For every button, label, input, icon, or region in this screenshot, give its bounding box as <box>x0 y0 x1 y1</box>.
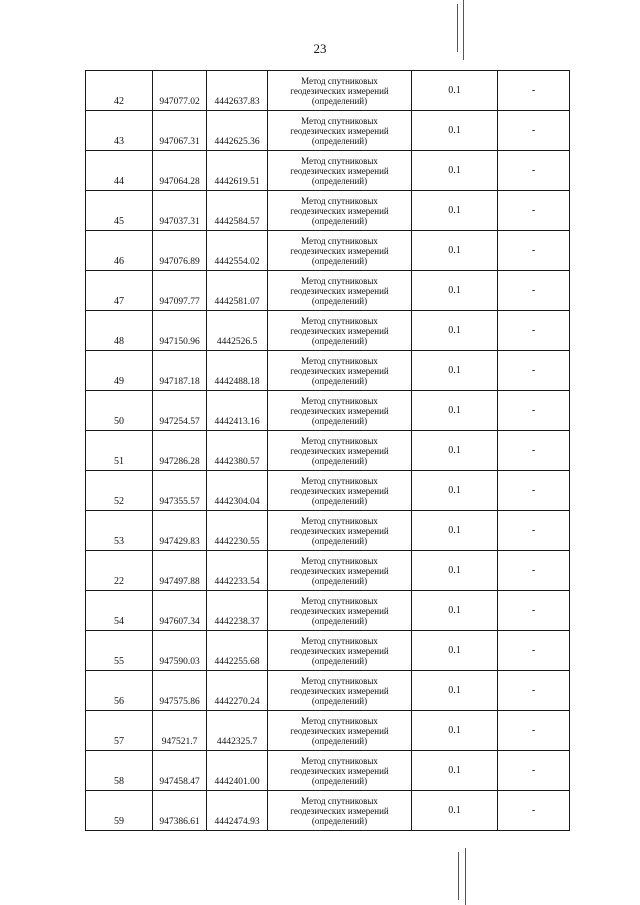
coord-x: 947150.96 <box>153 311 207 351</box>
table-row <box>86 711 570 751</box>
method-line: Метод спутниковых <box>301 275 378 286</box>
coord-x: 947497.88 <box>153 551 207 591</box>
method-cell <box>268 711 412 751</box>
method-cell <box>268 351 412 391</box>
method-line: (определений) <box>311 575 368 586</box>
method-line: (определений) <box>311 775 368 786</box>
method-line: геодезических измерений <box>290 445 389 456</box>
point-number: 42 <box>86 71 153 111</box>
coord-y: 4442255.68 <box>207 631 268 671</box>
extra-value: - <box>498 751 570 791</box>
method-cell <box>268 391 412 431</box>
coord-x: 947067.31 <box>153 111 207 151</box>
coordinates-table <box>85 70 570 831</box>
method-cell <box>268 671 412 711</box>
method-line: геодезических измерений <box>290 165 389 176</box>
accuracy-value: 0.1 <box>412 391 498 431</box>
coord-y: 4442238.37 <box>207 591 268 631</box>
method-line: Метод спутниковых <box>301 195 378 206</box>
coord-y: 4442637.83 <box>207 71 268 111</box>
method-line: Метод спутниковых <box>301 435 378 446</box>
coord-y: 4442401.00 <box>207 751 268 791</box>
point-number: 54 <box>86 591 153 631</box>
point-number: 45 <box>86 191 153 231</box>
table-row <box>86 71 570 111</box>
accuracy-value: 0.1 <box>412 631 498 671</box>
point-number: 43 <box>86 111 153 151</box>
method-line: (определений) <box>311 815 368 826</box>
scan-mark-bottom <box>458 852 459 900</box>
coord-y: 4442380.57 <box>207 431 268 471</box>
coord-y: 4442581.07 <box>207 271 268 311</box>
extra-value: - <box>498 351 570 391</box>
coord-x: 947286.28 <box>153 431 207 471</box>
accuracy-value: 0.1 <box>412 151 498 191</box>
coord-y: 4442625.36 <box>207 111 268 151</box>
table-row <box>86 351 570 391</box>
coord-y: 4442233.54 <box>207 551 268 591</box>
extra-value: - <box>498 711 570 751</box>
point-number: 46 <box>86 231 153 271</box>
extra-value: - <box>498 471 570 511</box>
method-line: Метод спутниковых <box>301 515 378 526</box>
method-cell <box>268 191 412 231</box>
accuracy-value: 0.1 <box>412 191 498 231</box>
coord-x: 947590.03 <box>153 631 207 671</box>
point-number: 57 <box>86 711 153 751</box>
point-number: 47 <box>86 271 153 311</box>
coord-x: 947076.89 <box>153 231 207 271</box>
method-cell <box>268 231 412 271</box>
coord-x: 947064.28 <box>153 151 207 191</box>
method-cell <box>268 311 412 351</box>
method-line: (определений) <box>311 695 368 706</box>
method-line: (определений) <box>311 655 368 666</box>
coord-x: 947429.83 <box>153 511 207 551</box>
coord-y: 4442619.51 <box>207 151 268 191</box>
coord-x: 947037.31 <box>153 191 207 231</box>
method-line: геодезических измерений <box>290 725 389 736</box>
accuracy-value: 0.1 <box>412 271 498 311</box>
method-cell <box>268 431 412 471</box>
method-line: Метод спутниковых <box>301 155 378 166</box>
point-number: 48 <box>86 311 153 351</box>
coord-x: 947187.18 <box>153 351 207 391</box>
method-line: (определений) <box>311 735 368 746</box>
accuracy-value: 0.1 <box>412 111 498 151</box>
method-line: (определений) <box>311 95 368 106</box>
point-number: 50 <box>86 391 153 431</box>
coord-y: 4442554.02 <box>207 231 268 271</box>
method-line: Метод спутниковых <box>301 315 378 326</box>
method-line: Метод спутниковых <box>301 595 378 606</box>
method-cell <box>268 271 412 311</box>
method-cell <box>268 511 412 551</box>
scan-mark-top <box>457 4 458 52</box>
method-line: (определений) <box>311 135 368 146</box>
coord-y: 4442584.57 <box>207 191 268 231</box>
accuracy-value: 0.1 <box>412 791 498 831</box>
point-number: 55 <box>86 631 153 671</box>
coord-x: 947575.86 <box>153 671 207 711</box>
method-line: геодезических измерений <box>290 805 389 816</box>
table-row <box>86 151 570 191</box>
method-cell <box>268 471 412 511</box>
method-cell <box>268 631 412 671</box>
method-line: Метод спутниковых <box>301 555 378 566</box>
extra-value: - <box>498 591 570 631</box>
table-row <box>86 511 570 551</box>
method-line: Метод спутниковых <box>301 235 378 246</box>
accuracy-value: 0.1 <box>412 511 498 551</box>
point-number: 56 <box>86 671 153 711</box>
extra-value: - <box>498 631 570 671</box>
method-cell <box>268 551 412 591</box>
method-line: Метод спутниковых <box>301 635 378 646</box>
point-number: 52 <box>86 471 153 511</box>
extra-value: - <box>498 391 570 431</box>
accuracy-value: 0.1 <box>412 71 498 111</box>
method-line: Метод спутниковых <box>301 115 378 126</box>
table-row <box>86 551 570 591</box>
extra-value: - <box>498 431 570 471</box>
method-line: (определений) <box>311 295 368 306</box>
extra-value: - <box>498 191 570 231</box>
method-line: Метод спутниковых <box>301 795 378 806</box>
accuracy-value: 0.1 <box>412 751 498 791</box>
method-line: геодезических измерений <box>290 365 389 376</box>
coord-y: 4442304.04 <box>207 471 268 511</box>
table-row <box>86 671 570 711</box>
method-line: Метод спутниковых <box>301 355 378 366</box>
method-line: (определений) <box>311 615 368 626</box>
method-line: Метод спутниковых <box>301 715 378 726</box>
coord-x: 947458.47 <box>153 751 207 791</box>
method-line: геодезических измерений <box>290 205 389 216</box>
coord-x: 947077.02 <box>153 71 207 111</box>
method-line: геодезических измерений <box>290 245 389 256</box>
table-row <box>86 791 570 831</box>
point-number: 59 <box>86 791 153 831</box>
coord-x: 947355.57 <box>153 471 207 511</box>
method-line: Метод спутниковых <box>301 755 378 766</box>
method-line: Метод спутниковых <box>301 395 378 406</box>
method-cell <box>268 111 412 151</box>
coord-y: 4442488.18 <box>207 351 268 391</box>
method-line: (определений) <box>311 175 368 186</box>
coord-x: 947254.57 <box>153 391 207 431</box>
extra-value: - <box>498 231 570 271</box>
scan-mark-top-2 <box>463 0 464 60</box>
accuracy-value: 0.1 <box>412 351 498 391</box>
method-line: геодезических измерений <box>290 525 389 536</box>
coord-x: 947521.7 <box>153 711 207 751</box>
method-line: (определений) <box>311 455 368 466</box>
method-line: геодезических измерений <box>290 605 389 616</box>
extra-value: - <box>498 271 570 311</box>
table-row <box>86 431 570 471</box>
table-row <box>86 391 570 431</box>
method-line: геодезических измерений <box>290 285 389 296</box>
method-line: геодезических измерений <box>290 125 389 136</box>
method-line: (определений) <box>311 415 368 426</box>
method-line: геодезических измерений <box>290 565 389 576</box>
table-row <box>86 591 570 631</box>
method-cell <box>268 791 412 831</box>
coord-y: 4442413.16 <box>207 391 268 431</box>
extra-value: - <box>498 71 570 111</box>
accuracy-value: 0.1 <box>412 591 498 631</box>
method-cell <box>268 71 412 111</box>
method-line: (определений) <box>311 255 368 266</box>
method-line: геодезических измерений <box>290 405 389 416</box>
table-row <box>86 271 570 311</box>
table-row <box>86 111 570 151</box>
accuracy-value: 0.1 <box>412 231 498 271</box>
table-row <box>86 631 570 671</box>
coord-y: 4442230.55 <box>207 511 268 551</box>
method-line: (определений) <box>311 215 368 226</box>
page-number: 23 <box>313 41 327 56</box>
scan-mark-bottom-2 <box>465 848 466 905</box>
method-line: (определений) <box>311 375 368 386</box>
table-row <box>86 751 570 791</box>
method-line: геодезических измерений <box>290 645 389 656</box>
accuracy-value: 0.1 <box>412 671 498 711</box>
table-row <box>86 471 570 511</box>
method-line: Метод спутниковых <box>301 75 378 86</box>
method-line: геодезических измерений <box>290 85 389 96</box>
extra-value: - <box>498 311 570 351</box>
accuracy-value: 0.1 <box>412 551 498 591</box>
extra-value: - <box>498 791 570 831</box>
method-cell <box>268 591 412 631</box>
accuracy-value: 0.1 <box>412 431 498 471</box>
coord-x: 947607.34 <box>153 591 207 631</box>
point-number: 49 <box>86 351 153 391</box>
method-line: (определений) <box>311 495 368 506</box>
accuracy-value: 0.1 <box>412 471 498 511</box>
method-line: геодезических измерений <box>290 765 389 776</box>
table-row <box>86 311 570 351</box>
method-line: геодезических измерений <box>290 485 389 496</box>
method-line: геодезических измерений <box>290 685 389 696</box>
coord-y: 4442526.5 <box>207 311 268 351</box>
extra-value: - <box>498 511 570 551</box>
table-row <box>86 191 570 231</box>
point-number: 53 <box>86 511 153 551</box>
point-number: 51 <box>86 431 153 471</box>
extra-value: - <box>498 151 570 191</box>
extra-value: - <box>498 551 570 591</box>
method-line: геодезических измерений <box>290 325 389 336</box>
extra-value: - <box>498 671 570 711</box>
accuracy-value: 0.1 <box>412 311 498 351</box>
coord-y: 4442474.93 <box>207 791 268 831</box>
coord-x: 947386.61 <box>153 791 207 831</box>
method-line: (определений) <box>311 335 368 346</box>
extra-value: - <box>498 111 570 151</box>
accuracy-value: 0.1 <box>412 711 498 751</box>
table-row <box>86 231 570 271</box>
coord-x: 947097.77 <box>153 271 207 311</box>
coord-y: 4442270.24 <box>207 671 268 711</box>
method-cell <box>268 151 412 191</box>
coord-y: 4442325.7 <box>207 711 268 751</box>
method-cell <box>268 751 412 791</box>
point-number: 44 <box>86 151 153 191</box>
method-line: Метод спутниковых <box>301 475 378 486</box>
point-number: 22 <box>86 551 153 591</box>
method-line: Метод спутниковых <box>301 675 378 686</box>
method-line: (определений) <box>311 535 368 546</box>
point-number: 58 <box>86 751 153 791</box>
